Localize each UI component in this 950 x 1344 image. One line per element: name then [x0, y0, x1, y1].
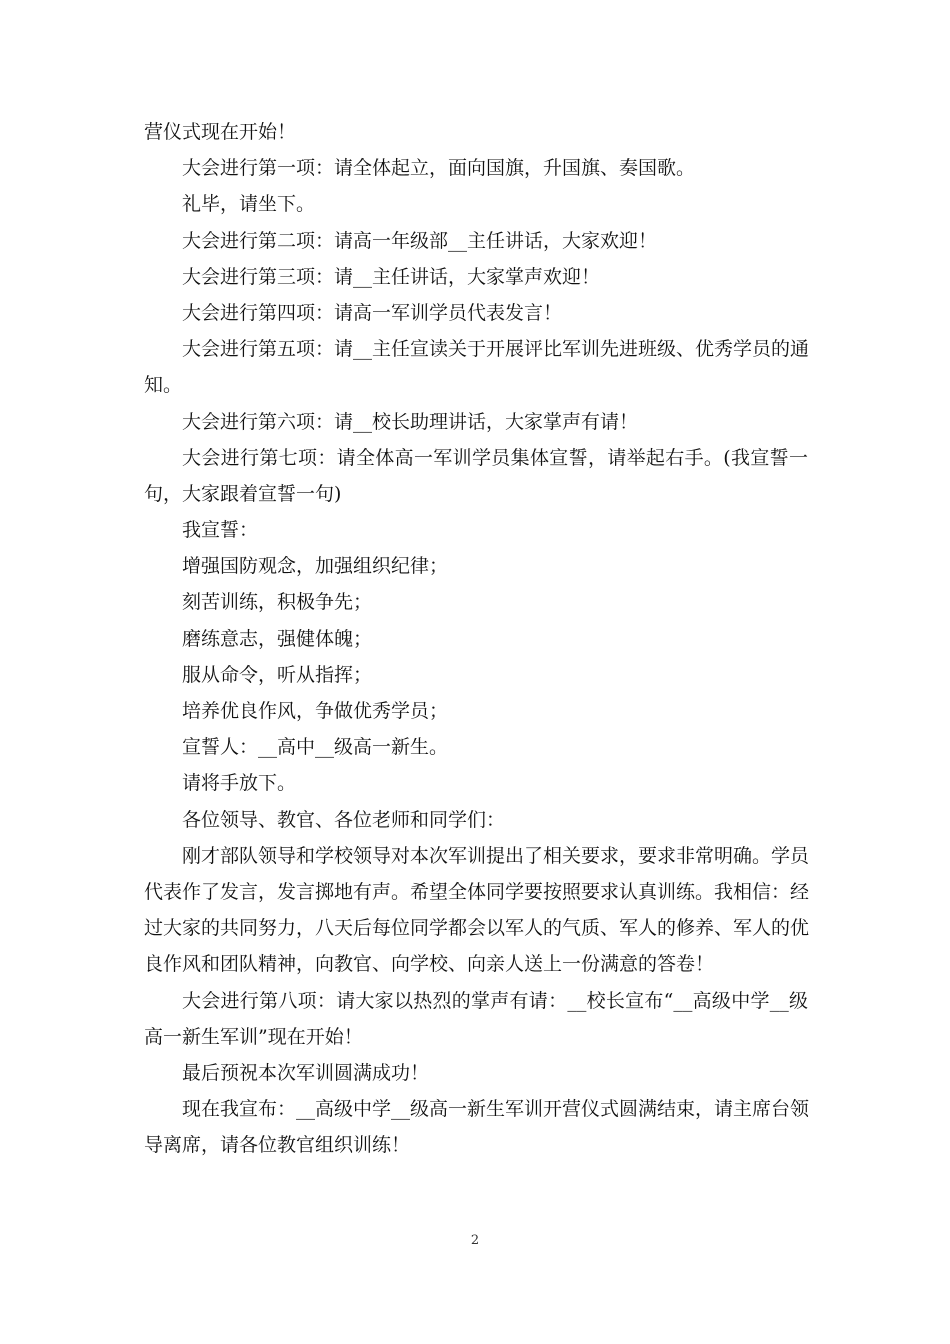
text-line: 句，大家跟着宣誓一句) [144, 482, 342, 505]
text-line: 代表作了发言，发言掷地有声。希望全体同学要按照要求认真训练。我相信：经 [144, 880, 810, 903]
text-line: 最后预祝本次军训圆满成功！ [182, 1061, 430, 1084]
text-line: 导离席，请各位教官组织训练！ [144, 1134, 411, 1157]
text-line: 大会进行第四项：请高一军训学员代表发言！ [182, 301, 563, 324]
text-line: 良作风和团队精神，向教官、向学校、向亲人送上一份满意的答卷！ [144, 953, 715, 976]
text-line: 现在我宣布：__高级中学__级高一新生军训开营仪式圆满结束，请主席台领 [182, 1098, 810, 1121]
text-line: 大会进行第八项：请大家以热烈的掌声有请：__校长宣布“__高级中学__级 [182, 989, 808, 1012]
text-line: 磨练意志，强健体魄； [182, 627, 373, 650]
text-line: 服从命令，听从指挥； [182, 663, 373, 686]
text-line: 过大家的共同努力，八天后每位同学都会以军人的气质、军人的修养、军人的优 [144, 917, 810, 940]
text-line: 大会进行第一项：请全体起立，面向国旗，升国旗、奏国歌。 [182, 157, 696, 180]
text-line: 刻苦训练，积极争先； [182, 591, 373, 614]
text-line: 请将手放下。 [182, 772, 297, 795]
text-line: 大会进行第二项：请高一年级部__主任讲话，大家欢迎！ [182, 229, 658, 252]
text-line: 大会进行第五项：请__主任宣读关于开展评比军训先进班级、优秀学员的通 [182, 338, 810, 361]
text-line: 我宣誓： [182, 519, 259, 542]
text-line: 各位领导、教官、各位老师和同学们： [182, 808, 506, 831]
text-line: 宣誓人：__高中__级高一新生。 [182, 736, 449, 759]
text-line: 营仪式现在开始！ [144, 121, 297, 143]
text-line: 礼毕，请坐下。 [182, 193, 316, 216]
text-line: 刚才部队领导和学校领导对本次军训提出了相关要求，要求非常明确。学员 [182, 844, 810, 867]
text-line: 大会进行第三项：请__主任讲话，大家掌声欢迎！ [182, 265, 601, 288]
document-body [144, 114, 808, 1163]
text-line: 大会进行第七项：请全体高一军训学员集体宣誓，请举起右手。(我宣誓一 [182, 446, 808, 469]
text-line: 大会进行第六项：请__校长助理讲话，大家掌声有请！ [182, 410, 639, 433]
page-number: 2 [470, 1233, 480, 1248]
text-line: 培养优良作风，争做优秀学员； [182, 700, 449, 722]
text-line: 知。 [144, 374, 183, 397]
text-line: 增强国防观念，加强组织纪律； [182, 555, 449, 578]
text-line: 高一新生军训”现在开始！ [144, 1025, 363, 1048]
